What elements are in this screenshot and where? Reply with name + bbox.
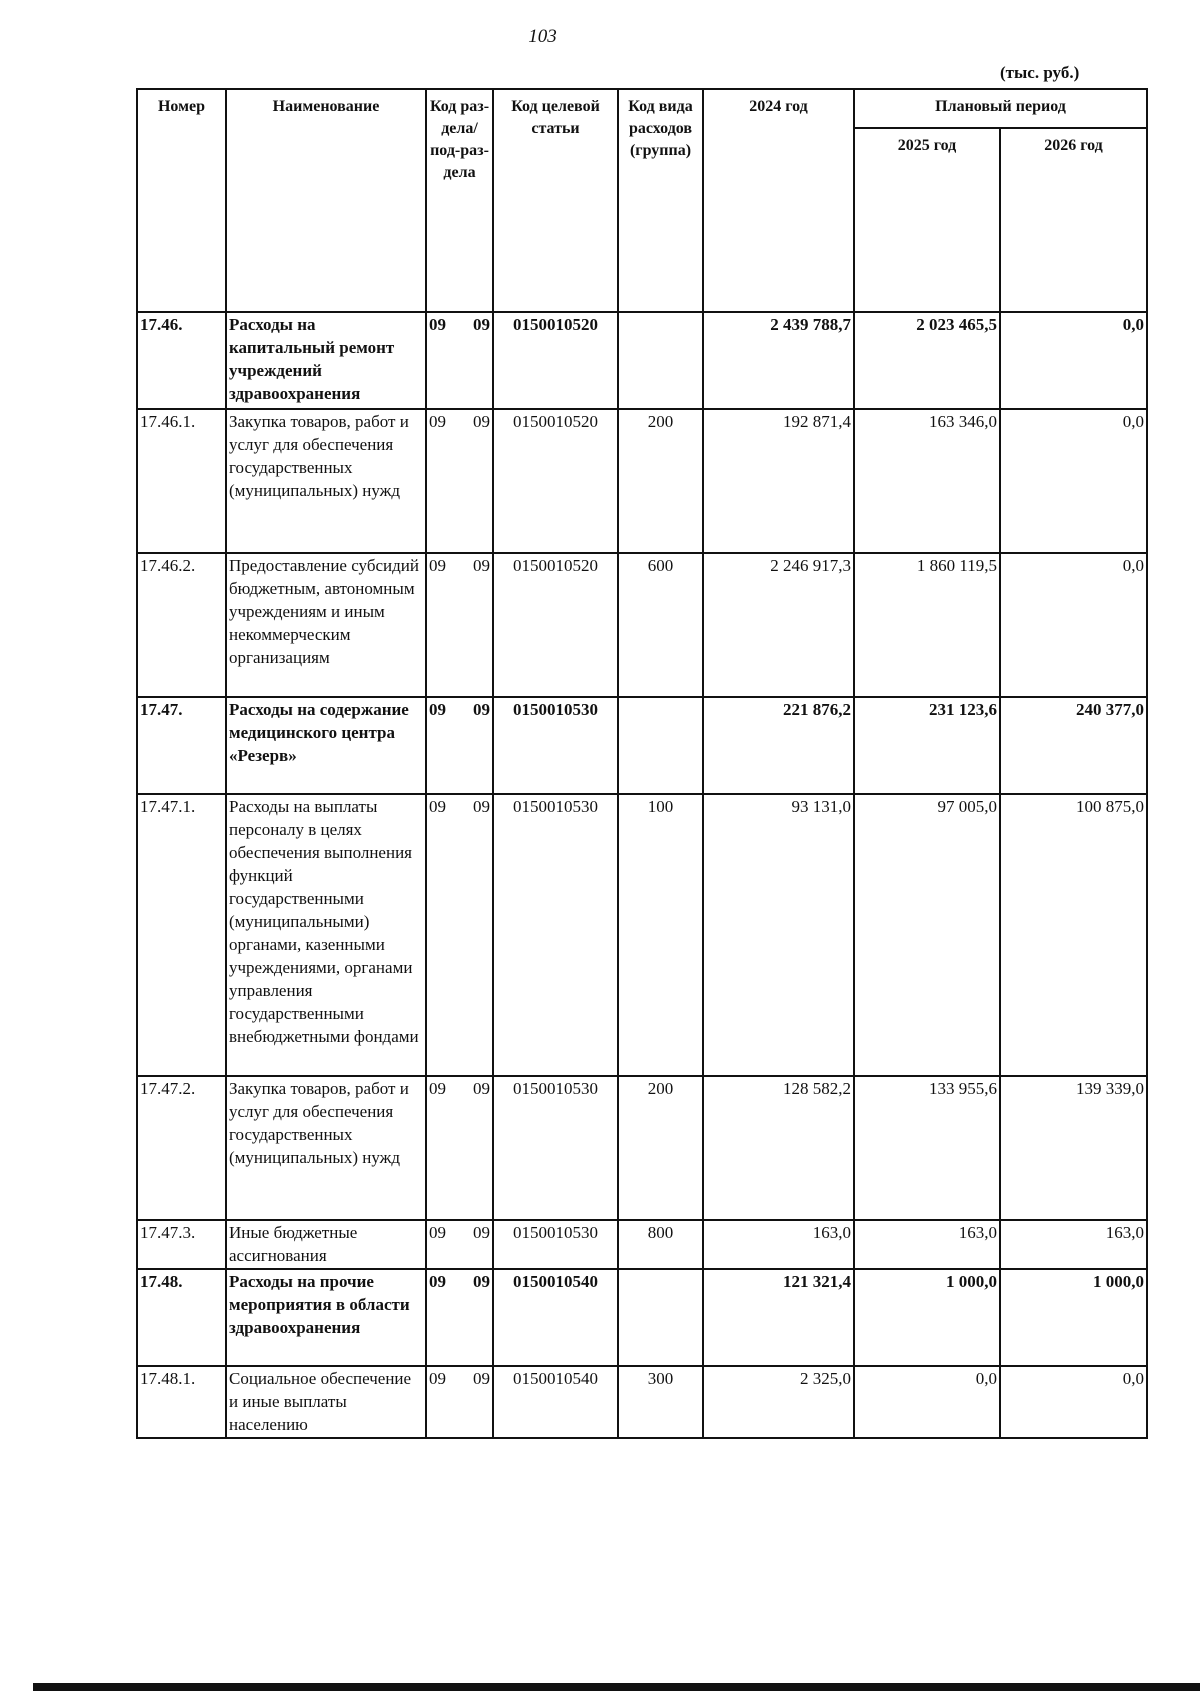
row-amount-2026: 0,0 — [1000, 1366, 1147, 1438]
row-target-code: 0150010520 — [493, 312, 618, 409]
row-name: Иные бюджетные ассигнования — [226, 1220, 426, 1269]
table-row — [137, 794, 1147, 1076]
row-number: 17.47.2. — [137, 1076, 226, 1220]
table-row — [137, 553, 1147, 697]
subsection-code: 09 — [473, 1369, 490, 1388]
row-amount-2026: 139 339,0 — [1000, 1076, 1147, 1220]
page-number: 103 — [528, 26, 557, 47]
row-amount-2026: 0,0 — [1000, 312, 1147, 409]
row-amount-2024: 2 325,0 — [703, 1366, 854, 1438]
row-amount-2025: 163,0 — [854, 1220, 1000, 1269]
table-row — [137, 1366, 1147, 1438]
budget-table — [136, 88, 1148, 1439]
section-code: 09 — [429, 700, 446, 719]
row-amount-2025: 231 123,6 — [854, 697, 1000, 794]
row-target-code: 0150010530 — [493, 1076, 618, 1220]
header-planned-period: Плановый период — [854, 89, 1147, 128]
row-amount-2026: 1 000,0 — [1000, 1269, 1147, 1366]
row-target-code: 0150010530 — [493, 1220, 618, 1269]
row-number: 17.46.1. — [137, 409, 226, 553]
section-code: 09 — [429, 1369, 446, 1388]
subsection-code: 09 — [473, 1079, 490, 1098]
table-row — [137, 1220, 1147, 1269]
row-name: Закупка товаров, работ и услуг для обеспечения государственных (муниципальных) нужд — [226, 1076, 426, 1220]
row-number: 17.46. — [137, 312, 226, 409]
row-amount-2024: 128 582,2 — [703, 1076, 854, 1220]
header-2026: 2026 год — [1000, 128, 1147, 312]
row-name: Расходы на выплаты персоналу в целях обеспечения выполнения функций государственными (муниципальными) органами, казенными учреждениями, органами управления государственными внебюджетными фондами — [226, 794, 426, 1076]
section-code: 09 — [429, 1272, 446, 1291]
units-label: (тыс. руб.) — [1000, 63, 1080, 82]
row-section-code — [426, 1076, 493, 1220]
row-number: 17.47.3. — [137, 1220, 226, 1269]
header-number: Номер — [137, 89, 226, 312]
row-name: Расходы на содержание медицинского центра «Резерв» — [226, 697, 426, 794]
section-code: 09 — [429, 556, 446, 575]
row-section-code — [426, 794, 493, 1076]
row-amount-2025: 1 000,0 — [854, 1269, 1000, 1366]
row-amount-2024: 2 246 917,3 — [703, 553, 854, 697]
row-amount-2024: 221 876,2 — [703, 697, 854, 794]
row-name: Расходы на прочие мероприятия в области здравоохранения — [226, 1269, 426, 1366]
row-amount-2025: 163 346,0 — [854, 409, 1000, 553]
header-section-code: Код раз-дела/ под-раз-дела — [426, 89, 493, 312]
table-body — [137, 312, 1147, 1438]
subsection-code: 09 — [473, 700, 490, 719]
section-code: 09 — [429, 412, 446, 431]
row-section-code — [426, 1220, 493, 1269]
row-section-code — [426, 553, 493, 697]
row-number: 17.47.1. — [137, 794, 226, 1076]
row-amount-2024: 192 871,4 — [703, 409, 854, 553]
section-code: 09 — [429, 315, 446, 334]
header-name: Наименование — [226, 89, 426, 312]
header-target-code: Код целевой статьи — [493, 89, 618, 312]
row-number: 17.46.2. — [137, 553, 226, 697]
row-name: Закупка товаров, работ и услуг для обеспечения государственных (муниципальных) нужд — [226, 409, 426, 553]
row-section-code — [426, 409, 493, 553]
row-amount-2024: 93 131,0 — [703, 794, 854, 1076]
subsection-code: 09 — [473, 1223, 490, 1242]
row-expense-type — [618, 1269, 703, 1366]
row-number: 17.48.1. — [137, 1366, 226, 1438]
row-amount-2025: 2 023 465,5 — [854, 312, 1000, 409]
row-target-code: 0150010520 — [493, 409, 618, 553]
subsection-code: 09 — [473, 412, 490, 431]
row-section-code — [426, 1366, 493, 1438]
row-expense-type: 600 — [618, 553, 703, 697]
section-code: 09 — [429, 1079, 446, 1098]
table-row — [137, 1269, 1147, 1366]
row-expense-type — [618, 312, 703, 409]
row-expense-type — [618, 697, 703, 794]
row-amount-2024: 121 321,4 — [703, 1269, 854, 1366]
section-code: 09 — [429, 1223, 446, 1242]
row-expense-type: 100 — [618, 794, 703, 1076]
row-name: Расходы на капитальный ремонт учреждений здравоохранения — [226, 312, 426, 409]
row-target-code: 0150010530 — [493, 794, 618, 1076]
row-amount-2026: 240 377,0 — [1000, 697, 1147, 794]
row-target-code: 0150010540 — [493, 1269, 618, 1366]
header-2024: 2024 год — [703, 89, 854, 312]
row-amount-2026: 100 875,0 — [1000, 794, 1147, 1076]
row-amount-2024: 163,0 — [703, 1220, 854, 1269]
row-section-code — [426, 312, 493, 409]
page-bottom-rule — [33, 1683, 1200, 1691]
header-expense-type: Код вида расходов (группа) — [618, 89, 703, 312]
row-number: 17.47. — [137, 697, 226, 794]
header-2025: 2025 год — [854, 128, 1000, 312]
row-number: 17.48. — [137, 1269, 226, 1366]
row-amount-2025: 0,0 — [854, 1366, 1000, 1438]
table-row — [137, 409, 1147, 553]
row-amount-2024: 2 439 788,7 — [703, 312, 854, 409]
row-amount-2025: 133 955,6 — [854, 1076, 1000, 1220]
row-expense-type: 200 — [618, 409, 703, 553]
row-target-code: 0150010540 — [493, 1366, 618, 1438]
row-target-code: 0150010520 — [493, 553, 618, 697]
table-header — [137, 89, 1147, 312]
row-amount-2025: 97 005,0 — [854, 794, 1000, 1076]
row-expense-type: 300 — [618, 1366, 703, 1438]
row-section-code — [426, 697, 493, 794]
row-amount-2025: 1 860 119,5 — [854, 553, 1000, 697]
subsection-code: 09 — [473, 556, 490, 575]
subsection-code: 09 — [473, 315, 490, 334]
table-row — [137, 312, 1147, 409]
section-code: 09 — [429, 797, 446, 816]
table-row — [137, 1076, 1147, 1220]
row-amount-2026: 0,0 — [1000, 409, 1147, 553]
subsection-code: 09 — [473, 797, 490, 816]
subsection-code: 09 — [473, 1272, 490, 1291]
row-amount-2026: 0,0 — [1000, 553, 1147, 697]
row-name: Социальное обеспечение и иные выплаты населению — [226, 1366, 426, 1438]
row-amount-2026: 163,0 — [1000, 1220, 1147, 1269]
row-name: Предоставление субсидий бюджетным, автономным учреждениям и иным некоммерческим организациям — [226, 553, 426, 697]
row-expense-type: 800 — [618, 1220, 703, 1269]
row-target-code: 0150010530 — [493, 697, 618, 794]
row-expense-type: 200 — [618, 1076, 703, 1220]
row-section-code — [426, 1269, 493, 1366]
table-row — [137, 697, 1147, 794]
